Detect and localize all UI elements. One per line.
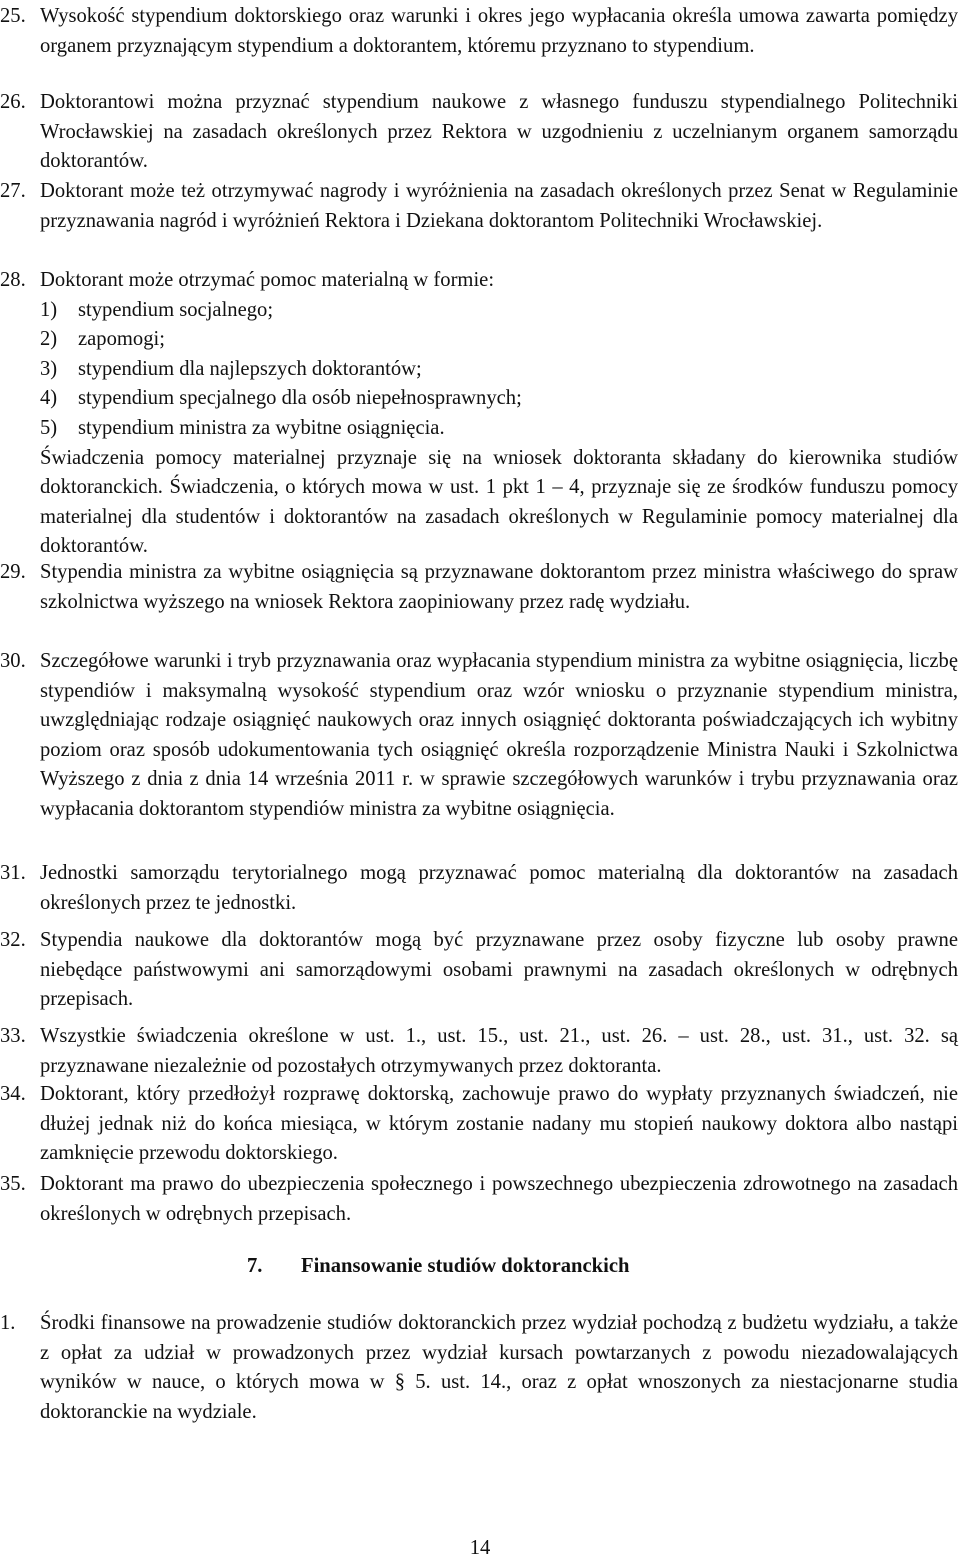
item-text: Wysokość stypendium doktorskiego oraz warunki i okres jego wypłacania określa umowa zawarta pomiędzy organem przyznającym stypendium a doktorantem, któremu przyznano to stypendium.: [40, 5, 958, 57]
list-item: [0, 1309, 958, 1427]
item-text: Jednostki samorządu terytorialnego mogą przyznawać pomoc materialną dla doktorantów na zasadach określonych przez te jednostki.: [40, 862, 958, 914]
item-number: 33.: [0, 1025, 26, 1047]
list-item: [0, 2, 958, 61]
sub-list-item: [40, 325, 958, 355]
item-text: Doktorant może też otrzymywać nagrody i wyróżnienia na zasadach określonych przez Senat w Regulaminie przyznawania nagród i wyróżnień Rektora i Dziekana doktorantom Politechniki Wrocławskiej.: [40, 180, 958, 232]
item-text: Wszystkie świadczenia określone w ust. 1., ust. 15., ust. 21., ust. 26. – ust. 28., ust. 31., ust. 32. są przyznawane niezależnie od pozostałych otrzymywanych przez doktoranta.: [40, 1025, 958, 1077]
sub-item-text: stypendium ministra za wybitne osiągnięcia.: [78, 416, 445, 439]
page-number: 14: [469, 1537, 491, 1559]
item-text: Stypendia naukowe dla doktorantów mogą być przyznawane przez osoby fizyczne lub osoby prawne niebędące państwowymi ani samorządowymi osobami prawnymi na zasadach określonych w odrębnych przepisach.: [40, 929, 958, 1011]
item-text: Doktorantowi można przyznać stypendium naukowe z własnego funduszu stypendialnego Politechniki Wrocławskiej na zasadach określonych przez Rektora w uzgodnieniu z uczelnianym organem samorządu doktorantów.: [40, 91, 958, 173]
sub-item-number: 3): [40, 357, 58, 380]
list-item: [0, 647, 958, 825]
item-number: 32.: [0, 929, 26, 951]
sub-item-number: 4): [40, 387, 58, 410]
list-item: [0, 926, 958, 1015]
paragraph: Świadczenia pomocy materialnej przyznaje się na wniosek doktoranta składany do kierownika studiów doktoranckich. Świadczenia, o których mowa w ust. 1 pkt 1 – 4, przyznaje się ze środków funduszu pomocy materialnej dla studentów i doktorantów na zasadach określonych w Regulaminie pomocy materialnej dla doktorantów.: [40, 446, 958, 558]
list-item: [0, 1080, 958, 1169]
item-text: Doktorant może otrzymać pomoc materialną w formie:: [40, 269, 495, 291]
sub-item-text: stypendium socjalnego;: [78, 298, 274, 321]
item-number: 27.: [0, 180, 26, 202]
item-number: 26.: [0, 91, 26, 113]
item-number: 28.: [0, 269, 26, 291]
item-text: Stypendia ministra za wybitne osiągnięcia są przyznawane doktorantom przez ministra właściwego do spraw szkolnictwa wyższego na wniosek Rektora zaopiniowany przez radę wydziału.: [40, 561, 958, 613]
list-item: [0, 1170, 958, 1229]
item-number: 35.: [0, 1173, 26, 1195]
item-number: 29.: [0, 561, 26, 583]
item-text: Doktorant ma prawo do ubezpieczenia społecznego i powszechnego ubezpieczenia zdrowotnego na zasadach określonych w odrębnych przepisach.: [40, 1173, 958, 1225]
sub-list-item: [40, 296, 958, 326]
item-text: Środki finansowe na prowadzenie studiów doktoranckich przez wydział pochodzą z budżetu wydziału, a także z opłat za udział w prowadzonych przez wydział kursach powtarzanych z powodu niezadowalających wyników w nauce, o których mowa w § 5. ust. 14., oraz z opłat wnoszonych za niestacjonarne studia doktoranckie na wydziale.: [40, 1312, 958, 1423]
item-number: 25.: [0, 5, 26, 27]
sub-item-number: 2): [40, 328, 58, 351]
sub-item-text: stypendium dla najlepszych doktorantów;: [78, 357, 422, 380]
list-item: [0, 859, 958, 918]
item-number: 31.: [0, 862, 26, 884]
list-item: [0, 177, 958, 236]
sub-list-item: [40, 355, 958, 385]
item-number: 34.: [0, 1083, 26, 1105]
item-number: 1.: [0, 1312, 16, 1334]
item-text: Szczegółowe warunki i tryb przyznawania oraz wypłacania stypendium ministra za wybitne osiągnięcia, liczbę stypendiów i maksymalną wysokość stypendium oraz wzór wniosku o przyznanie stypendium ministra, uwzględniając rodzaje osiągnięć naukowych oraz innych osiągnięć doktoranta poświadczających ich wybitny poziom oraz sposób udokumentowania tych osiągnięć określa rozporządzenie Ministra Nauki i Szkolnictwa Wyższego z dnia z dnia 14 września 2011 r. w sprawie szczegółowych warunków i trybu przyznawania oraz wypłacania doktorantom stypendiów ministra za wybitne osiągnięcia.: [40, 650, 958, 820]
sub-item-number: 1): [40, 298, 58, 321]
section-title: Finansowanie studiów doktoranckich: [301, 1255, 630, 1277]
list-item: [0, 88, 958, 177]
section-number: 7.: [247, 1255, 263, 1277]
sub-item-text: stypendium specjalnego dla osób niepełnosprawnych;: [78, 387, 522, 410]
sub-item-number: 5): [40, 416, 58, 439]
sub-list-item: [40, 384, 958, 414]
list-item: [0, 266, 958, 562]
list-item: [0, 558, 958, 617]
item-number: 30.: [0, 650, 26, 672]
item-text: Doktorant, który przedłożył rozprawę doktorską, zachowuje prawo do wypłaty przyznanych świadczeń, nie dłużej jednak niż do końca miesiąca, w którym zostanie nadany mu stopień naukowy doktora albo nastąpi zamknięcie przewodu doktorskiego.: [40, 1083, 958, 1165]
sub-list-item: [40, 414, 958, 444]
list-item: [0, 1022, 958, 1081]
sub-item-text: zapomogi;: [78, 328, 165, 351]
